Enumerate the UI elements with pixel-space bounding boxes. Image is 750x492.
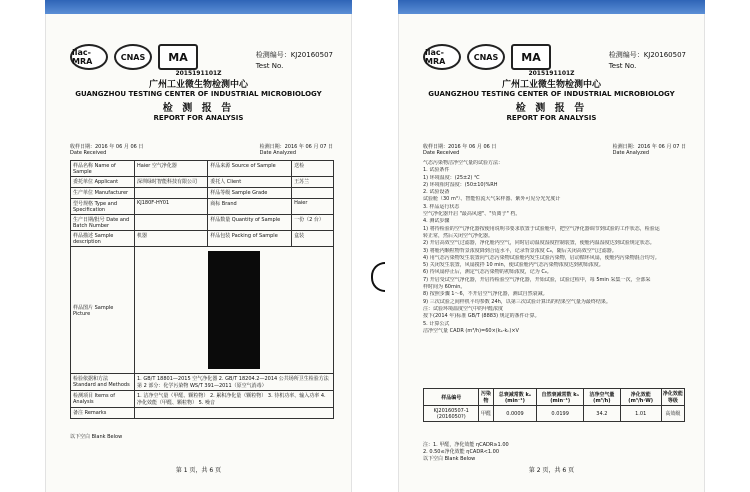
cell: 型号规格 Type and Specification <box>71 199 135 215</box>
ilac-mra-logo: ilac-MRA <box>70 44 108 70</box>
results-cell: KJ20160507-1 (2016050?) <box>424 406 479 422</box>
sample-info-row <box>71 199 334 215</box>
method-line: 3. 样品运行状态 <box>423 203 460 210</box>
cell: 生产日期/批号 Date and Batch Number <box>71 215 135 231</box>
sample-info-row <box>71 231 334 247</box>
results-cell: 34.2 <box>584 406 621 422</box>
report-title-cn: 检 测 报 告 <box>515 103 588 114</box>
results-header-cell: 洁净空气量 (m³/h) <box>584 389 621 406</box>
page-footer-2: 第 2 页，共 6 页 <box>528 467 575 474</box>
cell: Haier <box>292 199 334 215</box>
method-line: 2. 试验设备 <box>423 189 450 196</box>
results-cell: 高效级 <box>661 406 684 422</box>
test-method-text <box>423 160 685 335</box>
method-line: 2) 环境相对湿度：(50±10)%RH <box>423 181 498 188</box>
blank-below-left: 以下空白 Blank Below <box>70 434 123 440</box>
sample-info-row <box>71 177 334 188</box>
method-line: 按下(2014 年)标准 GB/T (8883) 规定的条件计算。 <box>423 313 540 320</box>
sample-info-row <box>71 161 334 177</box>
report-dates: 收样日期：2016 年 06 月 06 日 Date Received 检测日期：2016 年 06 月 07 日 Date Analyzed <box>70 144 333 156</box>
cell: KJ180F-HY01 <box>135 199 208 215</box>
method-line: 3) 将舱内颗粒物背景浓度降到合适水平，记录背景浓度 C₀，随后关闭高效空气过滤器。 <box>423 247 617 254</box>
method-line: 洁净空气量 CADR (m³/h)=60×(kₑ-kₙ)×V <box>423 327 519 334</box>
results-table <box>423 388 685 422</box>
page-banner-left <box>45 0 352 14</box>
results-header-cell: 污染物 <box>479 389 493 406</box>
method-line: 样时间为 60min。 <box>423 284 466 291</box>
results-cell: 0.0199 <box>537 406 584 422</box>
cell: 样品描述 Sample description <box>71 231 135 247</box>
cnas-logo: CNAS <box>467 44 505 70</box>
cell <box>135 215 208 231</box>
report-number: 检测编号：KJ20160507 Test No. <box>255 51 333 70</box>
cell: 盒装 <box>292 231 334 247</box>
cell <box>292 188 334 199</box>
results-header-cell: 总衰减常数 kₑ (min⁻¹) <box>493 389 537 406</box>
method-line: 试验舱（30 m³）、智能恒流大气采样器、紫外可见分光光度计 <box>423 196 561 203</box>
method-line: 2) 开启高效空气过滤器，净化舱内空气，同时启动温度湿度控制装置，使舱内温湿度达到试验规定状态。 <box>423 240 655 247</box>
results-header-cell: 净化效能等级 <box>661 389 684 406</box>
method-line: 1) 环境温度：(25±2) ℃ <box>423 174 480 181</box>
cell: 机器 <box>135 231 208 247</box>
results-header-cell: 净化效能 (m³/h·W) <box>620 389 661 406</box>
report-title-cn: 检 测 报 告 <box>162 103 235 114</box>
results-notes: 注：1. 甲醛，净化效能 ηCADR≥1.00 2. 0.50≤净化效能 ηCADR<1.00 以下空白 Blank Below <box>423 442 509 462</box>
method-line: 7) 开启受试空气净化器，开启待检验空气净化器，开始试验，试验过程中，每 5min 采集一次，全部采 <box>423 276 651 283</box>
results-header-cell: 样品编号 <box>424 389 479 406</box>
cell: 委托人 Client <box>208 177 292 188</box>
sample-photo <box>208 251 260 369</box>
sample-picture-row: 样品图片 Sample Picture <box>71 247 334 374</box>
center-name-cn: 广州工业微生物检测中心 <box>501 80 601 90</box>
cell: 样品等级 Sample Grade <box>208 188 292 199</box>
remarks-row: 备注 Remarks <box>71 408 334 419</box>
report-number: 检测编号：KJ20160507 Test No. <box>608 51 686 70</box>
method-line: 5) 关闭发生装置，风扇搅拌 10 min，使试验舱内气态污染物浓度达到初始浓度。 <box>423 262 604 269</box>
cell: 委托单位 Applicant <box>71 177 135 188</box>
method-line: 注：试验环境温度空气中的甲醛浓度 <box>423 305 504 312</box>
cell <box>135 188 208 199</box>
page-banner-right <box>398 0 705 14</box>
cell: 样品包装 Packing of Sample <box>208 231 292 247</box>
cma-logo: MA <box>511 44 551 70</box>
accreditation-logos <box>70 44 198 70</box>
results-cell: 甲醛 <box>479 406 493 422</box>
report-title-en: REPORT FOR ANALYSIS <box>506 114 597 122</box>
method-line: 8) 按照步骤 1～6，不开启空气净化器，测试自然衰减。 <box>423 291 548 298</box>
bracket-separator <box>371 262 385 292</box>
cell: 样品数量 Quantity of Sample <box>208 215 292 231</box>
results-cell: 1.01 <box>620 406 661 422</box>
accreditation-logos <box>423 44 551 70</box>
report-dates: 收样日期：2016 年 06 月 06 日 Date Received 检测日期：2016 年 06 月 07 日 Date Analyzed <box>423 144 686 156</box>
cell: 生产单位 Manufacturer <box>71 188 135 199</box>
cma-logo: MA <box>158 44 198 70</box>
method-line: 气态污染物洁净空气量的试验方法： <box>423 160 504 166</box>
cell: 样品名称 Name of Sample <box>71 161 135 177</box>
method-line: 空气净化器开启 "最高风速"、"负离子" 档。 <box>423 211 521 218</box>
results-header-cell: 自然衰减常数 kₙ (min⁻¹) <box>537 389 584 406</box>
cell: 送检 <box>292 161 334 177</box>
center-name-en: GUANGZHOU TESTING CENTER OF INDUSTRIAL MICROBIOLOGY <box>75 90 322 98</box>
cell: 王苏兰 <box>292 177 334 188</box>
method-line: 1. 试验条件 <box>423 167 450 174</box>
report-page-1 <box>45 14 352 492</box>
cnas-logo: CNAS <box>114 44 152 70</box>
report-title-en: REPORT FOR ANALYSIS <box>153 114 244 122</box>
cell: 样品来源 Source of Sample <box>208 161 292 177</box>
cell: Haier 空气净化器 <box>135 161 208 177</box>
method-line: 9) 三次试验之间样机平均参数 24h，以第三次试验计算出的结果空气量为最终结果。 <box>423 298 611 305</box>
method-line: 转正常，然后关闭空气净化器。 <box>423 232 494 239</box>
sample-info-row <box>71 215 334 231</box>
ilac-mra-logo: ilac-MRA <box>423 44 461 70</box>
method-line: 4. 测试步骤 <box>423 218 450 225</box>
items-row: 检测项目 Items of Analysis 1. 洁净空气量（甲醛、颗粒物） 2. 累积净化量（颗粒物） 3. 待机功率、输入功率 4. 净化效能（甲醛、颗粒物） 5. 噪音 <box>71 391 334 408</box>
sample-info-table <box>70 160 334 419</box>
center-name-cn: 广州工业微生物检测中心 <box>148 80 248 90</box>
cell: 一份（2 台） <box>292 215 334 231</box>
method-line: 6) 待风扇停止后，测定气态污染物的初始浓度，记为 C₀。 <box>423 269 552 276</box>
report-header: 2015191101Z 广州工业微生物检测中心 GUANGZHOU TESTING CENTER OF INDUSTRIAL MICROBIOLOGY 检 测 报 告 REPORT FOR ANALYSIS <box>46 70 351 122</box>
method-line: 4) 用气态污染物发生装置向气态污染物试验舱内发生试验污染物，启动循环风扇，使舱内污染物混合均匀。 <box>423 254 660 261</box>
standard-row: 检验依据和方法 Standard and Methods 1. GB/T 18801—2015 空气净化器 2. GB/T 18204.2—2014 公共场所卫生检验方法 第 2 部分：化学污染物 WS/T 391—2011（原空气消毒） <box>71 374 334 391</box>
center-name-en: GUANGZHOU TESTING CENTER OF INDUSTRIAL MICROBIOLOGY <box>428 90 675 98</box>
results-cell: 0.0009 <box>493 406 537 422</box>
method-line: 5. 计算公式 <box>423 320 450 327</box>
page-footer-1: 第 1 页，共 6 页 <box>175 467 222 474</box>
report-page-2 <box>398 14 705 492</box>
cell: 商标 Brand <box>208 199 292 215</box>
sample-info-row <box>71 188 334 199</box>
method-line: 1) 将待检验的空气净化器按使用说明书要求放置于试验舱中，把空气净化器调节到试验的工作状态，检验运 <box>423 225 660 232</box>
cell: 深圳绿时智能科技有限公司 <box>135 177 208 188</box>
report-header: 2015191101Z 广州工业微生物检测中心 GUANGZHOU TESTING CENTER OF INDUSTRIAL MICROBIOLOGY 检 测 报 告 REPORT FOR ANALYSIS <box>399 70 704 122</box>
